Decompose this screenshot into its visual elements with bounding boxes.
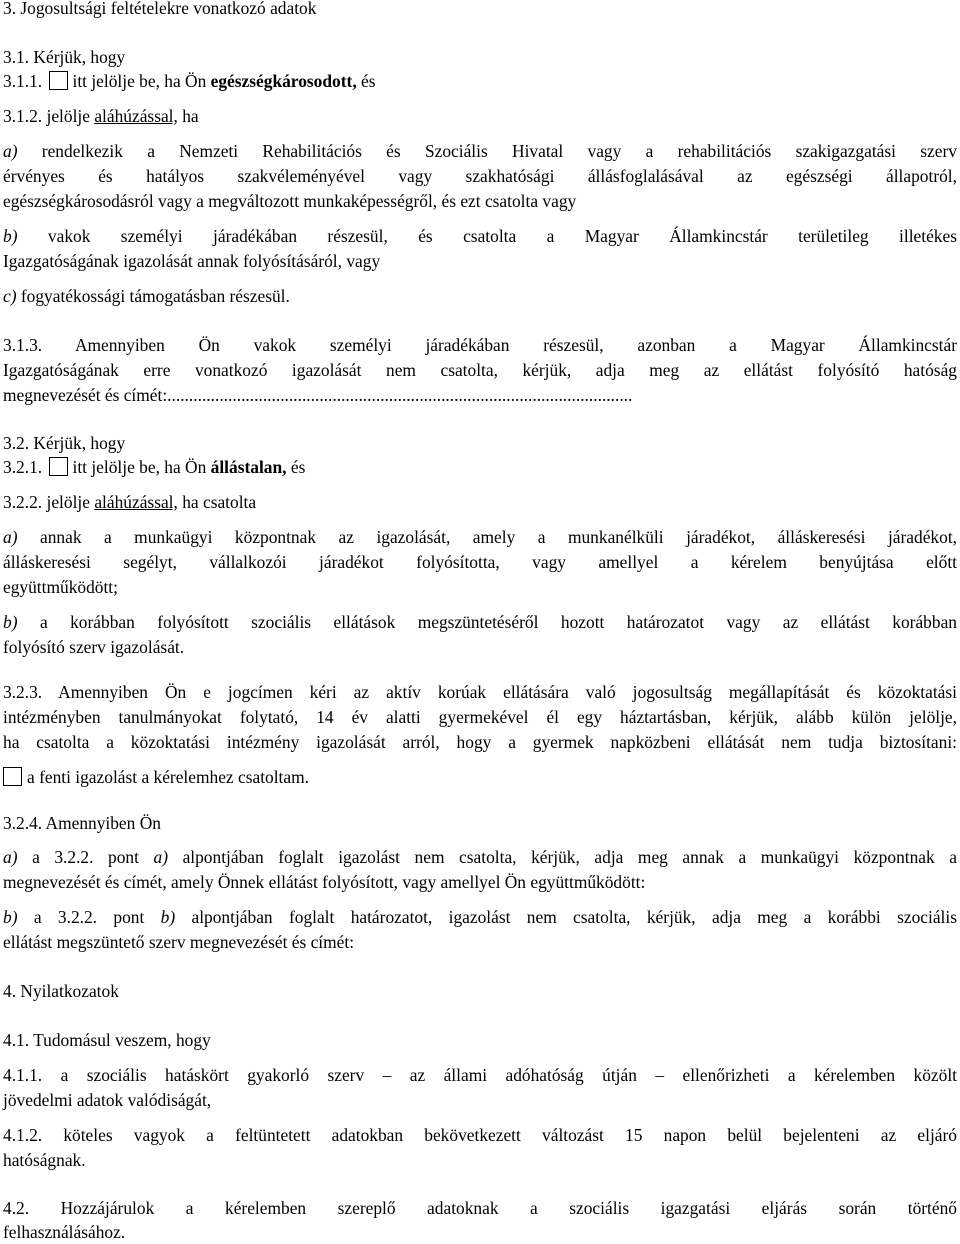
option-a-label: a) bbox=[3, 141, 18, 161]
item-3-1-2-number: 3.1.2. bbox=[3, 106, 43, 126]
section-4-heading: 4. Nyilatkozatok bbox=[3, 981, 119, 1001]
item-3-1-1-bold: egészségkárosodott, bbox=[210, 71, 357, 91]
item-3-1-2 bbox=[3, 104, 199, 128]
item-4-2-line-2: felhasználásához. bbox=[3, 1222, 126, 1242]
item-3-2-3-line-3: ha csatolta a közoktatási intézmény igazolását arról, hogy a gyermek napközbeni ellátását nem tudja biztosítani: bbox=[3, 732, 957, 752]
section-3-2-title: 3.2. Kérjük, hogy bbox=[3, 433, 126, 453]
item-3-2-1 bbox=[3, 455, 305, 479]
item-3-2-4-b-line-1: b) a 3.2.2. pont b) alpontjában foglalt határozatot, igazolást nem csatolta, kérjük, adja meg a korábbi szociális bbox=[3, 907, 957, 927]
item-4-1-2-line-2: hatóságnak. bbox=[3, 1150, 86, 1170]
item-3-1-2-post: ha bbox=[182, 106, 199, 126]
item-3-1-3-line-1: 3.1.3. Amennyiben Ön vakok személyi járadékában részesül, azonban a Magyar Államkincstár bbox=[3, 335, 957, 355]
item-3-1-3-line-2: Igazgatóságának erre vonatkozó igazolását nem csatolta, kérjük, adja meg az ellátást folyósító hatóság bbox=[3, 360, 957, 380]
item-3-2-2-text: jelölje bbox=[46, 492, 90, 512]
option-b2-label: b) bbox=[3, 612, 18, 632]
item-3-2-4-title: 3.2.4. Amennyiben Ön bbox=[3, 813, 161, 833]
item-3-2-4-a-line-2: megnevezését és címét, amely Önnek ellátást folyósított, vagy amellyel Ön együttműködött: bbox=[3, 872, 646, 892]
item-3-2-1-bold: állástalan, bbox=[210, 457, 287, 477]
section-4-1-title: 4.1. Tudomásul veszem, hogy bbox=[3, 1030, 211, 1050]
item-3-2-2-number: 3.2.2. bbox=[3, 492, 43, 512]
item-3-2-2-post: ha csatolta bbox=[182, 492, 257, 512]
option-a-line-3: egészségkárosodásról vagy a megváltozott munkaképességről, és ezt csatolta vagy bbox=[3, 191, 577, 211]
item-4-1-1-line-1: 4.1.1. a szociális hatáskört gyakorló szerv – az állami adóhatóság útján – ellenőrizheti a kérelemben közölt bbox=[3, 1065, 957, 1085]
item-3-1-3-line-3: megnevezését és címét:........................................................................................................... bbox=[3, 385, 633, 405]
item-3-2-4-b-line-2: ellátást megszüntető szerv megnevezését és címét: bbox=[3, 932, 355, 952]
item-3-2-2 bbox=[3, 490, 256, 514]
option-a-line-2: érvényes és hatályos szakvéleményével vagy szakhatósági állásfoglalásával az egészségi állapotról, bbox=[3, 166, 957, 186]
option-a2-line-1: a) annak a munkaügyi központnak az igazolását, amely a munkanélküli járadékot, álláskeresési járadékot, bbox=[3, 527, 957, 547]
item-3-1-1-number: 3.1.1. bbox=[3, 71, 43, 91]
item-3-1-2-text: jelölje bbox=[46, 106, 90, 126]
item-3-2-2-underlined: aláhúzással, bbox=[94, 492, 178, 512]
item-3-2-4-a-label: a) bbox=[3, 847, 18, 867]
checkbox-egeszsegkarosodott[interactable] bbox=[49, 71, 68, 90]
option-a-line-1: a) rendelkezik a Nemzeti Rehabilitációs és Szociális Hivatal vagy a rehabilitációs szakigazgatási szerv bbox=[3, 141, 957, 161]
item-3-2-1-text: itt jelölje be, ha Ön bbox=[72, 457, 207, 477]
option-a2-label: a) bbox=[3, 527, 18, 547]
option-a2-line-3: együttműködött; bbox=[3, 577, 118, 597]
item-3-2-4-b-label: b) bbox=[3, 907, 18, 927]
item-3-2-3-line-1: 3.2.3. Amennyiben Ön e jogcímen kéri az aktív korúak ellátására való jogosultság megállapítását és közoktatási bbox=[3, 682, 957, 702]
option-b2-line-2: folyósító szerv igazolását. bbox=[3, 637, 185, 657]
section-3-heading: 3. Jogosultsági feltételekre vonatkozó adatok bbox=[3, 0, 317, 18]
item-3-1-1-text: itt jelölje be, ha Ön bbox=[72, 71, 207, 91]
checkbox-allastalan[interactable] bbox=[49, 457, 68, 476]
item-4-1-1-line-2: jövedelmi adatok valódiságát, bbox=[3, 1090, 212, 1110]
option-b2-line-1: b) a korábban folyósított szociális ellátások megszüntetéséről hozott határozatot vagy az ellátást korábban bbox=[3, 612, 957, 632]
item-4-1-2-line-1: 4.1.2. köteles vagyok a feltüntetett adatokban bekövetkezett változást 15 napon belül bejelenteni az eljáró bbox=[3, 1125, 957, 1145]
option-b-line-1: b) vakok személyi járadékában részesül, és csatolta a Magyar Államkincstár területileg illetékes bbox=[3, 226, 957, 246]
option-c: c) fogyatékossági támogatásban részesül. bbox=[3, 286, 290, 306]
section-3-1-title: 3.1. Kérjük, hogy bbox=[3, 47, 126, 67]
item-3-1-1-post: és bbox=[361, 71, 376, 91]
option-b-label: b) bbox=[3, 226, 18, 246]
item-3-2-1-post: és bbox=[290, 457, 306, 477]
item-3-1-1 bbox=[3, 69, 376, 93]
item-3-2-1-number: 3.2.1. bbox=[3, 457, 43, 477]
option-b-line-2: Igazgatóságának igazolását annak folyósításáról, vagy bbox=[3, 251, 381, 271]
item-3-2-3-line-2: intézményben tanulmányokat folytató, 14 év alatti gyermekével él egy háztartásban, kérjük, alább külön jelölje, bbox=[3, 707, 957, 727]
item-3-1-2-underlined: aláhúzással, bbox=[94, 106, 178, 126]
item-4-2-line-1: 4.2. Hozzájárulok a kérelemben szereplő adatoknak a szociális igazgatási eljárás során történő bbox=[3, 1198, 957, 1218]
item-3-2-3-check bbox=[3, 765, 309, 789]
option-c-label: c) bbox=[3, 286, 17, 306]
item-3-2-4-a-line-1: a) a 3.2.2. pont a) alpontjában foglalt igazolást nem csatolta, kérjük, adja meg annak a munkaügyi központnak a bbox=[3, 847, 957, 867]
checkbox-igazolas-csatolva[interactable] bbox=[3, 767, 22, 786]
option-a2-line-2: álláskeresési segélyt, vállalkozói járadékot folyósította, vagy amellyel a kérelem benyújtása előtt bbox=[3, 552, 957, 572]
item-3-2-3-check-label: a fenti igazolást a kérelemhez csatoltam. bbox=[27, 767, 309, 787]
